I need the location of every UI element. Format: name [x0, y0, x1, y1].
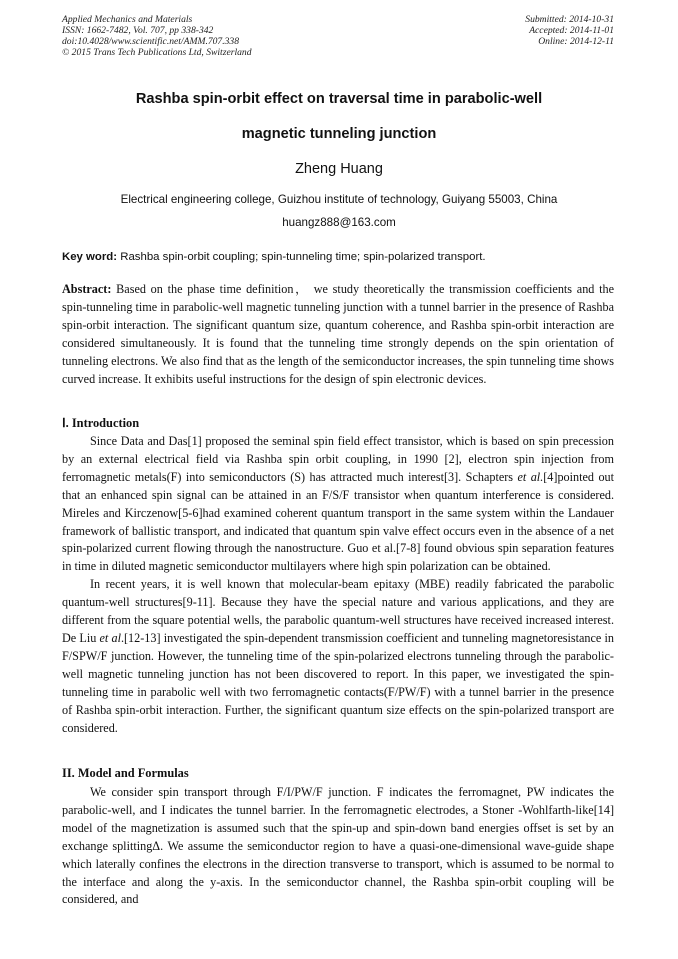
- keywords-label: Key word:: [62, 251, 118, 263]
- journal-info: [62, 14, 252, 58]
- keywords: [62, 251, 618, 263]
- introduction-paragraph-2: In recent years, it is well known that molecular-beam epitaxy (MBE) readily fabricated the parabolic quantum-well structures[9-11]. Because they have the special nature and various applications, and they are different from the square potential wells, the parabolic quantum-well structures have received increased interest. De Liu et al.[12-13] investigated the spin-dependent transmission coefficient and tunneling magnetoresistance in F/SPW/F junction. However, the tunneling time of the spin-polarized electrons tunneling through the parabolic-well magnetic tunneling junction has not been discovered to report. In this paper, we investigated the spin-tunneling time in parabolic well with two ferromagnetic contacts(F/PW/F) with a tunnel barrier in the presence of Rashba spin-orbit interaction. Further, the significant quantum size effects on the spin-polarized transport are considered.: [62, 577, 614, 735]
- journal-name: Applied Mechanics and Materials: [62, 14, 193, 25]
- author-name: Zheng Huang: [295, 161, 383, 177]
- model-paragraph-1: We consider spin transport through F/I/PW/F junction. F indicates the ferromagnet, PW indicates the parabolic-well, and I indicates the tunnel barrier. In the ferromagnetic electrodes, a Stoner -Wohlfarth-like[14] model of the magnetization is assumed such that the spin-up and spin-down band energies offset is set by an exchange splittingΔ. We assume the semiconductor region to have a quasi-one-dimensional wave-guide shape which laterally confines the electrons in the direction transverse to transport, which is assumed to be normal to the interface and along the y-axis. In the semiconductor channel, the Rashba spin-orbit coupling will be considered, and: [62, 785, 614, 907]
- introduction-paragraph-1: Since Data and Das[1] proposed the seminal spin field effect transistor, which is based on spin precession by an external electrical field via Rashba spin orbit coupling, in 1990 [2], electron spin injection from ferromagnetic metals(F) into semiconductors (S) has attracted much interest[3]. Schapters et al.[4]pointed out that an enhanced spin signal can be attained in an F/S/F transistor when quantum interference is considered. Mireles and Kirczenow[5-6]had examined coherent quantum transport in the same system within the Landauer framework of ballistic transport, and indicated that quantum spin valve effect occurs even in the absence of a net spin-polarized current flowing through the nanostructure. Guo et al.[7-8] found obvious spin separation features in time in diluted magnetic semiconductor multilayers where high spin polarization can be obtained.: [62, 434, 615, 574]
- paper-title-line-2: magnetic tunneling junction: [241, 126, 437, 142]
- journal-doi: doi:10.4028/www.scientific.net/AMM.707.338: [62, 36, 240, 47]
- submission-dates: [525, 14, 614, 47]
- accepted-date: Accepted: 2014-11-01: [529, 25, 614, 36]
- paper-title-line-1: Rashba spin-orbit effect on traversal time in parabolic-well: [135, 91, 543, 107]
- introduction-body: [62, 433, 614, 737]
- author-email: huangz888@163.com: [282, 216, 396, 229]
- section-heading-model: II. Model and Formulas: [62, 766, 189, 780]
- model-body: [62, 784, 614, 909]
- abstract: [62, 281, 614, 388]
- author-affiliation: Electrical engineering college, Guizhou institute of technology, Guiyang 55003, China: [120, 193, 558, 206]
- online-date: Online: 2014-12-11: [538, 36, 614, 47]
- keywords-text: Rashba spin-orbit coupling; spin-tunneling time; spin-polarized transport.: [120, 251, 486, 263]
- journal-copyright: © 2015 Trans Tech Publications Ltd, Switzerland: [62, 47, 252, 58]
- journal-issn: ISSN: 1662-7482, Vol. 707, pp 338-342: [62, 25, 214, 36]
- abstract-label: Abstract:: [62, 282, 112, 296]
- submitted-date: Submitted: 2014-10-31: [525, 14, 614, 25]
- section-heading-introduction: Ⅰ. Introduction: [62, 416, 140, 430]
- abstract-text: Based on the phase time definition， we study theoretically the transmission coefficients and the spin-tunneling time in parabolic-well magnetic tunneling junction with a tunnel barrier in the presence of Rashba spin-orbit interaction. The significant quantum size, quantum coherence, and Rashba spin-orbit interaction are considered simultaneously. It is found that the tunneling time strongly depends on the spin orientation of tunneling electrons. We also find that as the length of the semiconductor increases, the spin tunneling time shows curved increase. It exhibits useful instructions for the design of spin electronic devices.: [62, 282, 614, 386]
